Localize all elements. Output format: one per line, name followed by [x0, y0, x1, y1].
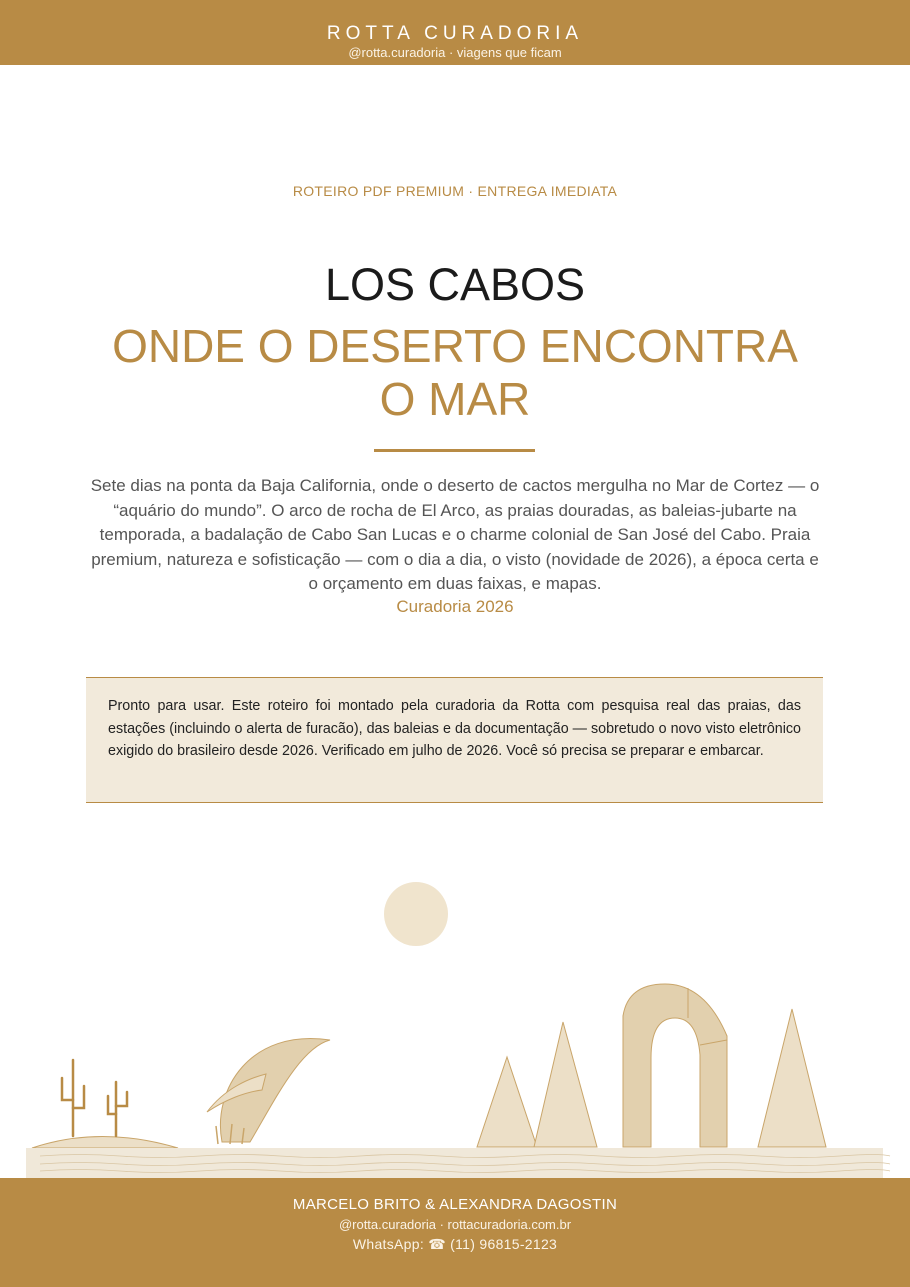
footer-authors: MARCELO BRITO & ALEXANDRA DAGOSTIN [292, 1196, 618, 1213]
header-bar [0, 0, 910, 65]
curadoria-year: Curadoria 2026 [396, 597, 514, 616]
intro-paragraph: Sete dias na ponta da Baja California, onde o deserto de cactos mergulha no Mar de Cortez — o “aquário do mundo”. O arco de rocha de El Arco, as praias douradas, as baleias-jubarte na temporada, a badalação de Cabo San Lucas e o charme colonial de San José del Cabo. Praia premium, natureza e sofisticação — com o dia a dia, o visto (novidade de 2026), a época certa e o orçamento em duas faixas, e mapas. [90, 476, 820, 593]
brand-tagline: @rotta.curadoria · viagens que ficam [348, 45, 562, 60]
footer-whatsapp: WhatsApp: ☎ (11) 96815-2123 [352, 1236, 558, 1252]
sea-waves-icon [26, 1148, 890, 1178]
page-title: LOS CABOS [324, 259, 586, 310]
kicker-label: ROTEIRO PDF PREMIUM · ENTREGA IMEDIATA [292, 183, 618, 199]
page-subtitle: ONDE O DESERTO ENCONTRA O MAR [112, 320, 798, 425]
footer-bar [0, 1178, 910, 1287]
ready-to-use-notice [86, 677, 823, 803]
notice-text: Pronto para usar. Este roteiro foi montado pela curadoria da Rotta com pesquisa real das praias, das estações (incluindo o alerta de furacão), das baleias e da documentação — sobretudo o novo visto eletrônico exigido do brasileiro desde 2026. Verificado em julho de 2026. Você só precisa se preparar e embarcar. [108, 698, 801, 759]
landscape-illustration [0, 860, 910, 1178]
brand-name: ROTTA CURADORIA [326, 23, 584, 44]
title-divider [374, 449, 535, 452]
footer-contacts: @rotta.curadoria · rottacuradoria.com.br [338, 1217, 572, 1232]
sun-icon [384, 882, 448, 946]
cactus-icon [32, 1060, 178, 1148]
palm-leaf-icon [207, 1038, 330, 1144]
el-arco-arch-icon [623, 984, 727, 1147]
